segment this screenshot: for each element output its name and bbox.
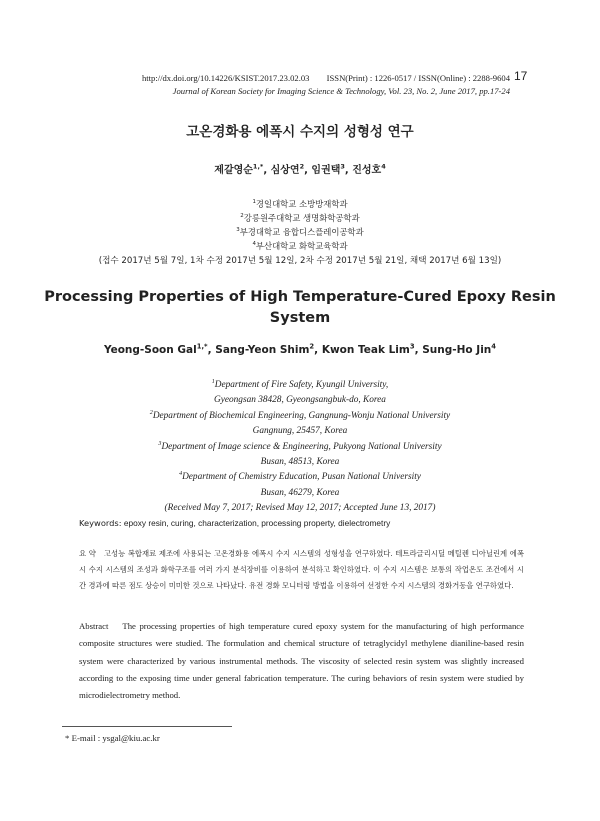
author-sup: 1,* (252, 162, 264, 171)
korean-abstract-text: 고성능 복합재료 제조에 사용되는 고온경화용 에폭시 수지 시스템의 성형성을 연구하였다. 테트라글리시딜 메틸렌 디아닐린계 에폭시 수지 시스템의 조성과 화학구조를 여러 가지 분석장비를 이용하여 분석하고 확인하였다. 이 수지 시스템은 보통의 작업온도 조건에서 시간 경과에 따른 점도 상승이 미미한 것으로 나타났다. 유전 경화 모니터링 방법을 이용하여 선정한 수지 시스템의 경화거동을 연구하였다. (79, 549, 524, 590)
aff-text: Department of Biochemical Engineering, Gangnung-Wonju National University (152, 410, 451, 421)
author-sup: 3 (340, 162, 345, 171)
author-sup: 4 (381, 162, 386, 171)
korean-authors: 제갈영순$^{1,*}$, 심상연$^2$, 임권택$^3$, 진성호$^4$ (214, 162, 386, 176)
korean-author-name: 진성호 (352, 165, 382, 176)
abstract-text: The processing properties of high temperature cured epoxy system for the manufacturing of high performance composite structures were studied. The formulation and chemical structure of tetraglycidyl methylene dianiline-based resin system were characterized by various instrumental methods. The viscosity of selected resin system was slightly increased according to the exposing time under general fabrication temperature. The curing behaviors of resin system were studied by microdielectrometry method. (79, 621, 524, 701)
abstract-label: Abstract (79, 621, 109, 631)
korean-affiliation (0, 198, 600, 210)
footnote-divider (62, 726, 232, 727)
english-author-name: Yeong-Soon Gal (103, 344, 197, 356)
korean-affiliation (0, 212, 600, 224)
author-sup: 1,* (196, 342, 208, 351)
korean-affiliation (0, 240, 600, 252)
english-affiliation-line (0, 470, 600, 485)
aff-text: Department of Chemistry Education, Pusan National University (182, 472, 421, 483)
aff-text: 강릉원주대학교 생명화학공학과 (243, 213, 360, 223)
english-abstract (79, 618, 524, 704)
issn-text: ISSN(Print) : 1226-0517 / ISSN(Online) : 2288-9604 (326, 73, 510, 83)
aff-sup: 3 (158, 440, 162, 447)
keywords-label: Keywords: (79, 518, 122, 528)
aff-sup: 4 (179, 471, 183, 478)
korean-author-name: 제갈영순 (214, 165, 253, 176)
aff-text: 부경대학교 융합디스플레이공학과 (239, 227, 364, 237)
korean-abstract-label: 요 약 (79, 549, 96, 558)
english-affiliations (0, 378, 600, 517)
keywords (79, 518, 529, 528)
aff-sup: 2 (149, 409, 153, 416)
footnote-email[interactable]: * E-mail : ysgal@kiu.ac.kr (65, 733, 160, 743)
doi-link[interactable]: http://dx.doi.org/10.14226/KSIST.2017.23.02.03 (141, 73, 310, 83)
author-sup: 4 (491, 342, 497, 351)
english-author-name: Kwon Teak Lim (321, 344, 410, 356)
page-number: 17 (514, 69, 528, 83)
aff-sup: 1 (252, 199, 256, 206)
english-affiliation-line (0, 440, 600, 455)
korean-dates: (접수 2017년 5월 7일, 1차 수정 2017년 5월 12일, 2차 수정 2017년 5월 21일, 채택 2017년 6월 13일) (98, 256, 502, 266)
english-author-name: Sang-Yeon Shim (215, 344, 310, 356)
english-title-line: Processing Properties of High Temperature-Cured Epoxy Resin (44, 289, 556, 305)
aff-text: Department of Image science & Engineering, Pukyong National University (161, 441, 442, 452)
english-affiliation-line: Busan, 46279, Korea (260, 487, 340, 498)
journal-citation: Journal of Korean Society for Imaging Science & Technology, Vol. 23, No. 2, June 2017, pp.17-24 (172, 86, 510, 96)
aff-text: 경일대학교 소방방재학과 (255, 199, 348, 209)
english-author-name: Sung-Ho Jin (422, 344, 492, 356)
korean-abstract (79, 546, 524, 594)
english-title-line: System (269, 310, 331, 326)
aff-sup: 2 (240, 213, 244, 220)
aff-sup: 4 (252, 241, 256, 248)
aff-text: 부산대학교 화학교육학과 (255, 241, 348, 251)
author-sup: 2 (299, 162, 305, 171)
header-doi-issn (70, 73, 510, 83)
author-sup: 2 (309, 342, 315, 351)
aff-text: Department of Fire Safety, Kyungil University, (214, 380, 389, 390)
korean-affiliation (0, 226, 600, 238)
english-title (0, 287, 600, 329)
author-sup: 3 (409, 342, 415, 351)
korean-author-name: 임권택 (311, 165, 341, 176)
english-authors: Yeong-Soon Gal$^{1,*}$, Sang-Yeon Shim$^2$, Kwon Teak Lim$^3$, Sung-Ho Jin$^4$ (103, 342, 497, 356)
aff-sup: 3 (236, 227, 240, 234)
english-affiliation-line: Busan, 48513, Korea (260, 457, 340, 468)
english-affiliation-line (0, 378, 600, 393)
english-affiliation-line: Gyeongsan 38428, Gyeongsangbuk-do, Korea (214, 395, 386, 406)
english-affiliation-line: Gangnung, 25457, Korea (252, 426, 348, 437)
korean-author-name: 심상연 (270, 165, 300, 176)
english-dates: (Received May 7, 2017; Revised May 12, 2017; Accepted June 13, 2017) (164, 503, 436, 514)
keywords-text: epoxy resin, curing, characterization, processing property, dielectrometry (123, 518, 391, 528)
aff-sup: 1 (211, 378, 215, 385)
korean-title: 고온경화용 에폭시 수지의 성형성 연구 (186, 124, 414, 140)
english-affiliation-line (0, 409, 600, 424)
